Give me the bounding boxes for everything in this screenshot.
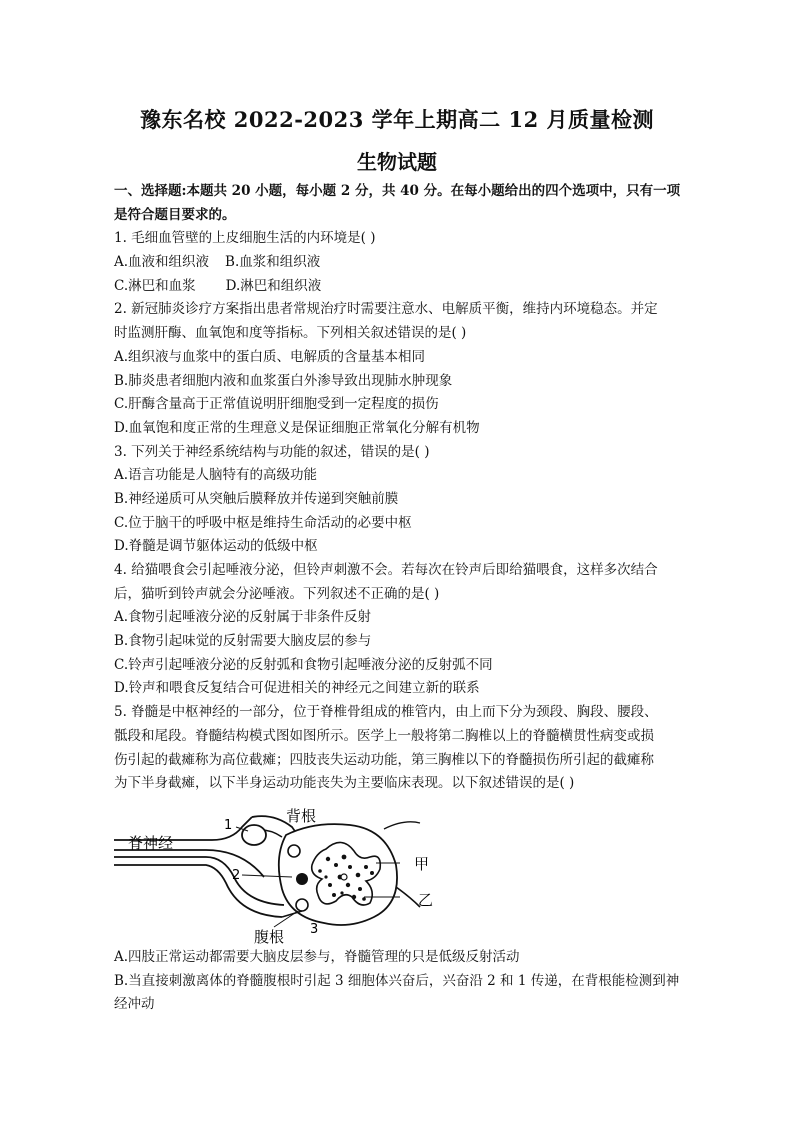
q3-option-b: B.神经递质可从突触后膜释放并传递到突触前膜 — [114, 490, 399, 507]
q2-option-c: C.肝酶含量高于正常值说明肝细胞受到一定程度的损伤 — [114, 396, 439, 413]
q2-stem: 2. 新冠肺炎诊疗方案指出患者常规治疗时需要注意水、电解质平衡，维持内环境稳态。并定 — [114, 301, 658, 318]
q2-option-a: A.组织液与血浆中的蛋白质、电解质的含量基本相同 — [114, 348, 426, 365]
label-3: 3 — [310, 922, 319, 937]
q3-option-c: C.位于脑干的呼吸中枢是维持生命活动的必要中枢 — [114, 514, 412, 531]
q5-stem: 5. 脊髓是中枢神经的一部分，位于脊椎骨组成的椎管内，由上而下分为颈段、胸段、腰段、 — [114, 704, 658, 721]
q3-option-d: D.脊髓是调节躯体运动的低级中枢 — [114, 538, 318, 555]
label-2: 2 — [232, 868, 241, 883]
q5-stem-cont-3: 为下半身截瘫，以下半身运动功能丧失为主要临床表现。以下叙述错误的是( ) — [114, 775, 575, 792]
spinal-cord-diagram — [114, 805, 450, 945]
q1-options-row2 — [114, 275, 684, 299]
subject-title: 生物试题 — [357, 150, 437, 174]
q5-option-b: B.当直接刺激离体的脊髓腹根时引起 3 细胞体兴奋后，兴奋沿 2 和 1 传递，在背根能检测到神 — [114, 972, 680, 989]
q1-option-c: C.淋巴和血浆 — [114, 277, 196, 294]
q2-stem-cont: 时监测肝酶、血氧饱和度等指标。下列相关叙述错误的是( ) — [114, 325, 467, 342]
q4-option-d: D.铃声和喂食反复结合可促进相关的神经元之间建立新的联系 — [114, 680, 480, 697]
section-header: 一、选择题:本题共 20 小题，每小题 2 分，共 40 分。在每小题给出的四个选项中，只有一项 — [114, 183, 681, 199]
label-yi: 乙 — [418, 891, 434, 909]
q1-options-row1 — [114, 251, 684, 275]
q2-option-d: D.血氧饱和度正常的生理意义是保证细胞正常氧化分解有机物 — [114, 419, 480, 436]
label-1: 1 — [224, 818, 233, 833]
label-jia: 甲 — [414, 855, 430, 873]
q4-stem-cont: 后，猫听到铃声就会分泌唾液。下列叙述不正确的是( ) — [114, 585, 440, 602]
label-spinal-nerve: 脊神经 — [128, 834, 174, 852]
label-ventral-root: 腹根 — [254, 928, 285, 945]
q1-option-a: A.血液和组织液 — [114, 254, 210, 271]
q1-stem: 1. 毛细血管壁的上皮细胞生活的内环境是( ) — [114, 230, 376, 247]
q4-option-b: B.食物引起味觉的反射需要大脑皮层的参与 — [114, 633, 372, 650]
exam-title: 豫东名校 2022-2023 学年上期高二 12 月质量检测 — [139, 107, 655, 132]
q3-option-a: A.语言功能是人脑特有的高级功能 — [114, 467, 318, 484]
question-block — [114, 180, 684, 796]
q5-stem-cont-1: 骶段和尾段。脊髓结构模式图如图所示。医学上一般将第二胸椎以上的脊髓横贯性病变或损 — [114, 727, 654, 744]
section-header-cont: 是符合题目要求的。 — [114, 206, 236, 223]
q1-option-d: D.淋巴和组织液 — [225, 277, 322, 294]
question-block-2 — [114, 946, 684, 1017]
q5-option-b-cont: 经冲动 — [114, 996, 155, 1013]
label-dorsal-root: 背根 — [286, 807, 317, 825]
q3-stem: 3. 下列关于神经系统结构与功能的叙述，错误的是( ) — [114, 443, 430, 460]
q4-option-c: C.铃声引起唾液分泌的反射弧和食物引起唾液分泌的反射弧不同 — [114, 656, 493, 673]
q5-option-a: A.四肢正常运动都需要大脑皮层参与，脊髓管理的只是低级反射活动 — [114, 949, 520, 965]
q4-stem: 4. 给猫喂食会引起唾液分泌，但铃声刺激不会。若每次在铃声后即给猫喂食，这样多次结合 — [114, 562, 658, 578]
q1-option-b: B.血浆和组织液 — [225, 254, 321, 271]
q2-option-b: B.肺炎患者细胞内液和血浆蛋白外渗导致出现肺水肿现象 — [114, 372, 453, 389]
q4-option-a: A.食物引起唾液分泌的反射属于非条件反射 — [114, 609, 372, 626]
q5-stem-cont-2: 伤引起的截瘫称为高位截瘫；四肢丧失运动功能，第三胸椎以下的脊髓损伤所引起的截瘫称 — [114, 751, 654, 768]
